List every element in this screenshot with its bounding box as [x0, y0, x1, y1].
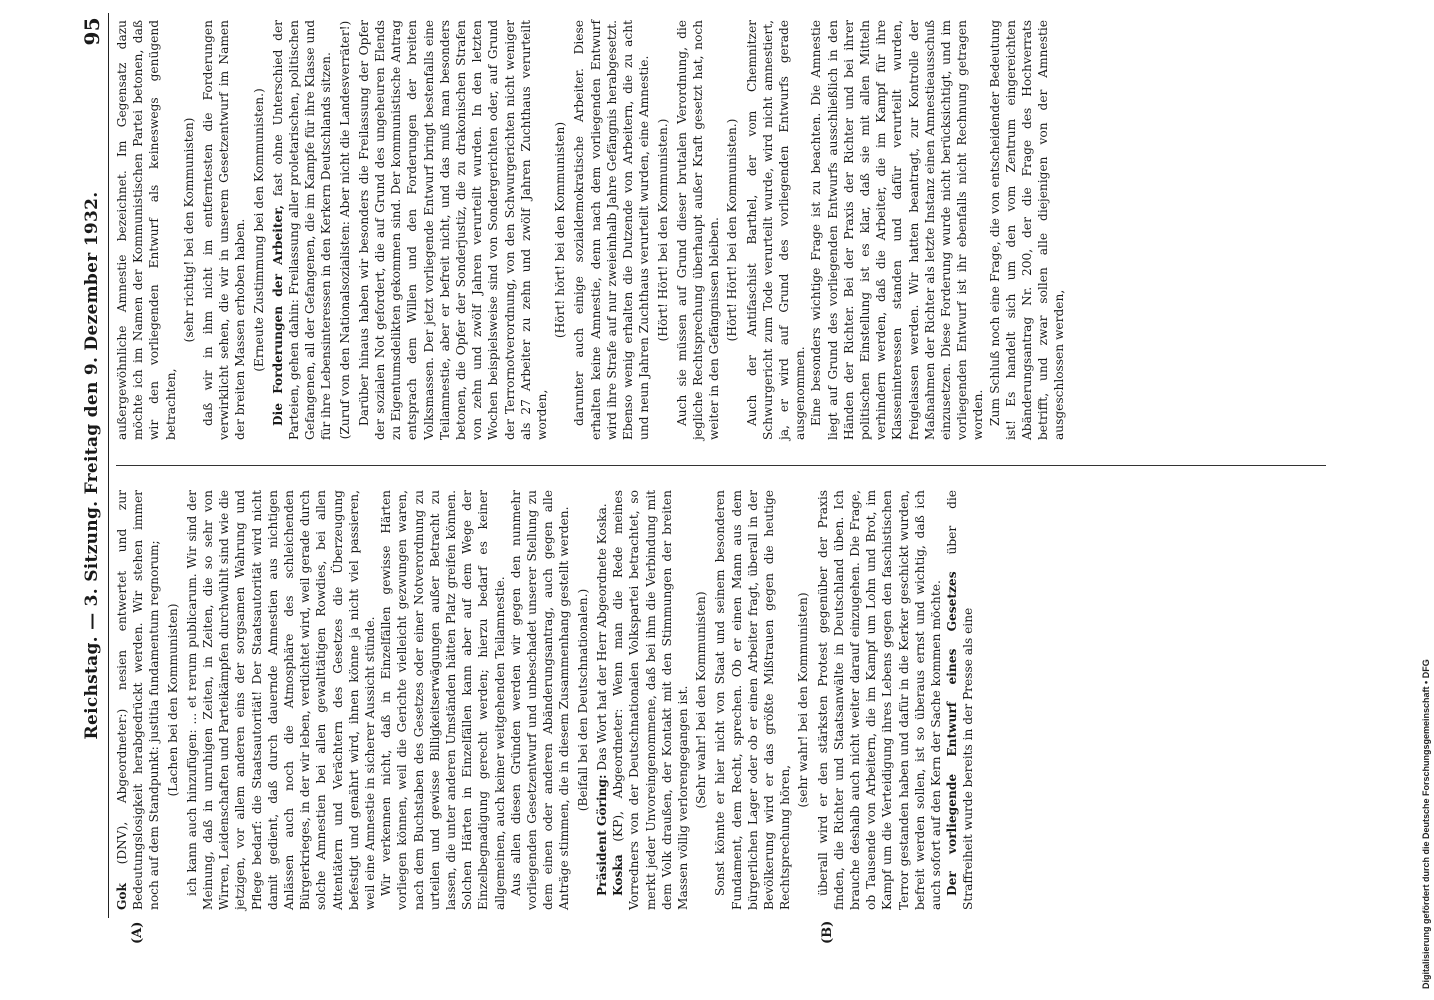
paragraph-text: fast ohne Unterschied der Parteien, gehen dahin: Freilassung aller proletarischen, politischen Gefangenen, all der Gefangenen, die im Kampfe für ihre Klasse und für ihre Lebensinteressen in den Kerkern Deutschlands sitzen.: [270, 20, 334, 440]
paragraph-text: Darüber hinaus haben wir besonders die Freilassung der Opfer der sozialen Not gefordert, die auf Grund des ungeheuren Elends zu Eigentumsdelikten gekommen sind. Der kommunistische Antrag entsprach dem Willen und den Forderungen der breiten Volksmassen. Der jetzt vorliegende Entwurf bringt bestenfalls eine Teilamnestie, aber er befreit nicht, und das muß man besonders betonen, die Opfer der Sonderjustiz, die zu drakonischen Strafen von zehn und zwölf Jahren verurteilt wurden. In den letzten Wochen beispielsweise sind von Sondergerichten oder, auf Grund der Terrornotverordnung, von den Schwurgerichten nicht weniger als 27 Arbeiter zu zehn und zwölf Jahren Zuchthaus verurteilt worden,: [356, 20, 550, 440]
paragraph-text: (Lachen bei den Kommunisten): [165, 603, 180, 797]
page-header: [80, 13, 104, 918]
paragraph-text: Sonst könnte er hier nicht von Staat und seinem besonderen Fundament, dem Recht, sprechen. Ob er einen Mann aus dem bürgerlichen Lager oder ob er einen Arbeiter fragt, überall in der Bevölkerung wird er das größte Mißtrauen gegen die heutige Rechtsprechung hören,: [713, 490, 793, 910]
paragraph-text: (DNV), Abgeordneter:) nesien entwertet und zur Bedeutungslosigkeit herabgedrückt werden. Wir stehen immer noch auf dem Standpunkt: justitia fundamentum regnorum;: [115, 490, 162, 910]
header-rule: [108, 13, 109, 918]
paragraph: [610, 490, 691, 910]
interjection: [181, 20, 197, 440]
paragraph: [356, 20, 550, 440]
paragraph-text: (KP), Abgeordneter: Wenn man die Rede meines Vorredners von der Deutschnationalen Volkspartei betrachtet, so merkt jeder Unvoreingenommene, daß bei ihm die Verbindung mit dem Volk draußen, der Kontakt mit den Stimmungen der breiten Massen völlig verlorengegangen ist.: [611, 490, 690, 910]
interjection: [337, 20, 353, 440]
paragraph-text: daß wir in ihm nicht im entferntesten die Forderungen verwirklicht sehen, die wir in unserem Gesetzentwurf im Namen der breiten Massen erhoben haben.: [201, 20, 248, 440]
interjection: [795, 490, 811, 910]
interjection: [165, 490, 181, 910]
paragraph-text: ich kann auch hinzufügen: ... et rerum publicarum. Wir sind der Meinung, daß in unruhigen Zeiten, in Zeiten, die so sehr von Wirren, Leidenschaften und Parteikämpfen durchwühlt sind wie die jetzigen, vor allem anderen eins der sorgsamen Wahrung und Pflege bedarf: die Staatsautorität! Der Staatsautorität wird nicht damit gedient, daß durch dauernde Amnestien aus nichtigen Anlässen auch noch die Atmosphäre des schleichenden Bürgerkrieges, in der wir leben, verdichtet wird, weil gerade durch solche Amnestien bei allen gewalttätigen Rowdies, bei allen Attentätern und Verächtern des Gesetzes die Überzeugung befestigt und genährt wird, ihnen könne ja nicht viel passieren, weil eine Amnestie in sicherer Aussicht stünde.: [184, 490, 378, 910]
margin-marker-b: (B): [820, 920, 835, 944]
paragraph-text: außergewöhnliche Amnestie bezeichnet. Im Gegensatz dazu möchte ich im Namen der Kommunistischen Partei betonen, daß wir den vorliegenden Entwurf als keineswegs genügend betrachten,: [115, 20, 178, 440]
paragraph-text: (sehr richtig! bei den Kommunisten): [181, 117, 196, 343]
paragraph-text: Auch sie müssen auf Grund dieser brutalen Verordnung, die jegliche Rechtsprechung überhaupt außer Kraft gesetzt hat, noch weiter in den Gefängnissen bleiben.: [674, 20, 722, 440]
paragraph: [270, 20, 335, 440]
paragraph: [744, 20, 809, 440]
paragraph: [594, 490, 610, 910]
interjection: [575, 490, 591, 910]
left-column: [114, 490, 977, 910]
paragraph: [508, 490, 573, 910]
paragraph-text: (Hört! Hört! bei den Kommunisten.): [725, 118, 740, 342]
speaker-name: Koska: [611, 854, 626, 896]
paragraph-text: darunter auch einige sozialdemokratische Arbeiter. Diese erhalten keine Amnestie, denn nach dem vorliegenden Entwurf wird ihre Strafe auf nur zweieinhalb Jahre Gefängnis herabgesetzt. Ebenso wenig erhalten die Dutzende von Arbeitern, die zu acht und neun Jahren Zuchthaus verurteilt wurden, eine Amnestie.: [572, 20, 652, 440]
margin-marker-a: (A): [130, 921, 145, 944]
credit-text: Digitalisierung gefördert durch die Deutsche Forschungsgemeinschaft • DFG: [1421, 659, 1431, 989]
paragraph-text: Wir verkennen nicht, daß in Einzelfällen gewisse Härten vorliegen können, weil die Gerichte vielleicht gezwungen waren, nach dem Buchstaben des Gesetzes oder einer Notverordnung zu urteilen und gewisse Billigkeitserwägungen außer Betracht zu lassen, die unter anderen Umständen hätten Platz greifen können. Solchen Härten in Einzelfällen kann aber auf dem Wege der Einzelbegnadigung gerecht werden; hierzu bedarf es keiner allgemeinen, auch keiner weitgehenden Teilamnestie.: [379, 490, 507, 910]
interjection: [724, 20, 740, 440]
speaker-name: Präsident Göring:: [594, 774, 609, 896]
paragraph: [712, 490, 793, 910]
paragraph-text: Eine besonders wichtige Frage ist zu beachten. Die Amnestie liegt auf Grund des vorliegenden Entwurfs ausschließlich in den Händen der Richter. Bei der Praxis der Richter und bei ihrer politischen Einstellung ist es klar, daß sie mit allen Mitteln verhindern werden, daß die Arbeiter, die im Kampf für ihre Klasseninteressen standen und dafür verurteilt wurden, freigelassen werden. Wir hatten beantragt, zur Kontrolle der Maßnahmen der Richter als letzte Instanz einen Amnestieausschuß einzusetzen. Diese Forderung wurde nicht berücksichtigt, und im vorliegenden Entwurf ist ihr ebenfalls nicht Rechnung getragen worden.: [809, 20, 986, 440]
paragraph-text: (Hört! Hört! bei den Kommunisten.): [655, 118, 670, 342]
paragraph: [114, 490, 163, 910]
paragraph: [944, 490, 976, 910]
paragraph-text: (Zuruf von den Nationalsozialisten: Aber nicht die Landesverräter!): [337, 20, 352, 440]
page-content: [80, 13, 1320, 944]
paragraph-text: (Hört! hört! bei den Kommunisten): [553, 121, 568, 339]
paragraph-text: Aus allen diesen Gründen werden wir gegen den nunmehr vorliegenden Gesetzentwurf und unbeschadet unserer Stellung zu dem einen oder anderen Abänderungsantrag, auch gegen alle Anträge stimmen, die in diesem Zusammenhang gestellt werden.: [508, 490, 572, 910]
paragraph: [571, 20, 652, 440]
right-column: [114, 20, 1068, 440]
paragraph-text: (Erneute Zustimmung bei den Kommunisten.): [251, 88, 266, 372]
paragraph-text: Zum Schluß noch eine Frage, die von entscheidender Bedeutung ist! Es handelt sich um den vom Zentrum eingereichten Abänderungsantrag Nr. 200, der die Frage des Hochverrats betrifft, und zwar sollen alle diejenigen von der Amnestie ausgeschlossen werden,: [987, 20, 1067, 440]
interjection: [655, 20, 671, 440]
digitization-credit: [1420, 8, 1432, 993]
speaker-name: Die Forderungen der Arbeiter,: [270, 204, 285, 426]
paragraph-text: (sehr wahr! bei den Kommunisten): [796, 592, 811, 808]
page-title: Reichstag. — 3. Sitzung. Freitag den 9. Dezember 1932.: [82, 191, 102, 740]
paragraph: [184, 490, 378, 910]
paragraph-text: Auch der Antifaschist Barthel, der vom Chemnitzer Schwurgericht zum Tode verurteilt wurde, wird nicht amnestiert, ja, er wird auf Grund des vorliegenden Entwurfs gerade ausgenommen.: [744, 20, 808, 440]
page-number: 95: [80, 17, 104, 46]
interjection: [251, 20, 267, 440]
column-divider: [116, 465, 1326, 466]
paragraph: [815, 490, 945, 910]
speaker-name: Der vorliegende Entwurf eines Gesetzes: [945, 571, 960, 896]
paragraph-text: überall wird er den stärksten Protest gegenüber der Praxis finden, die Richter und Staatsanwälte in Deutschland üben. Ich brauche deshalb auch nicht weiter darauf einzugehen. Die Frage, ob Tausende von Arbeitern, die im Kampf um Lohn und Brot, im Kampf um die Verteidigung ihres Lebens gegen den faschistischen Terror gestanden haben und dafür in die Kerker geschickt wurden, befreit werden sollen, ist so überaus ernst und wichtig, daß ich auch sofort auf den Kern der Sache kommen möchte.: [815, 490, 943, 910]
paragraph-text: Das Wort hat der Herr Abgeordnete Koska.: [594, 503, 609, 775]
paragraph: [114, 20, 179, 440]
paragraph-text: (Sehr wahr! bei den Kommunisten): [694, 591, 709, 809]
interjection: [693, 490, 709, 910]
paragraph: [987, 20, 1068, 440]
paragraph: [808, 20, 986, 440]
paragraph: [378, 490, 508, 910]
paragraph: [674, 20, 723, 440]
interjection: [552, 20, 568, 440]
paragraph: [200, 20, 249, 440]
paragraph-text: über die Straffreiheit wurde bereits in der Presse als eine: [945, 489, 976, 910]
speaker-name: Gok: [115, 883, 129, 910]
paragraph-text: (Beifall bei den Deutschnationalen.): [575, 588, 590, 812]
